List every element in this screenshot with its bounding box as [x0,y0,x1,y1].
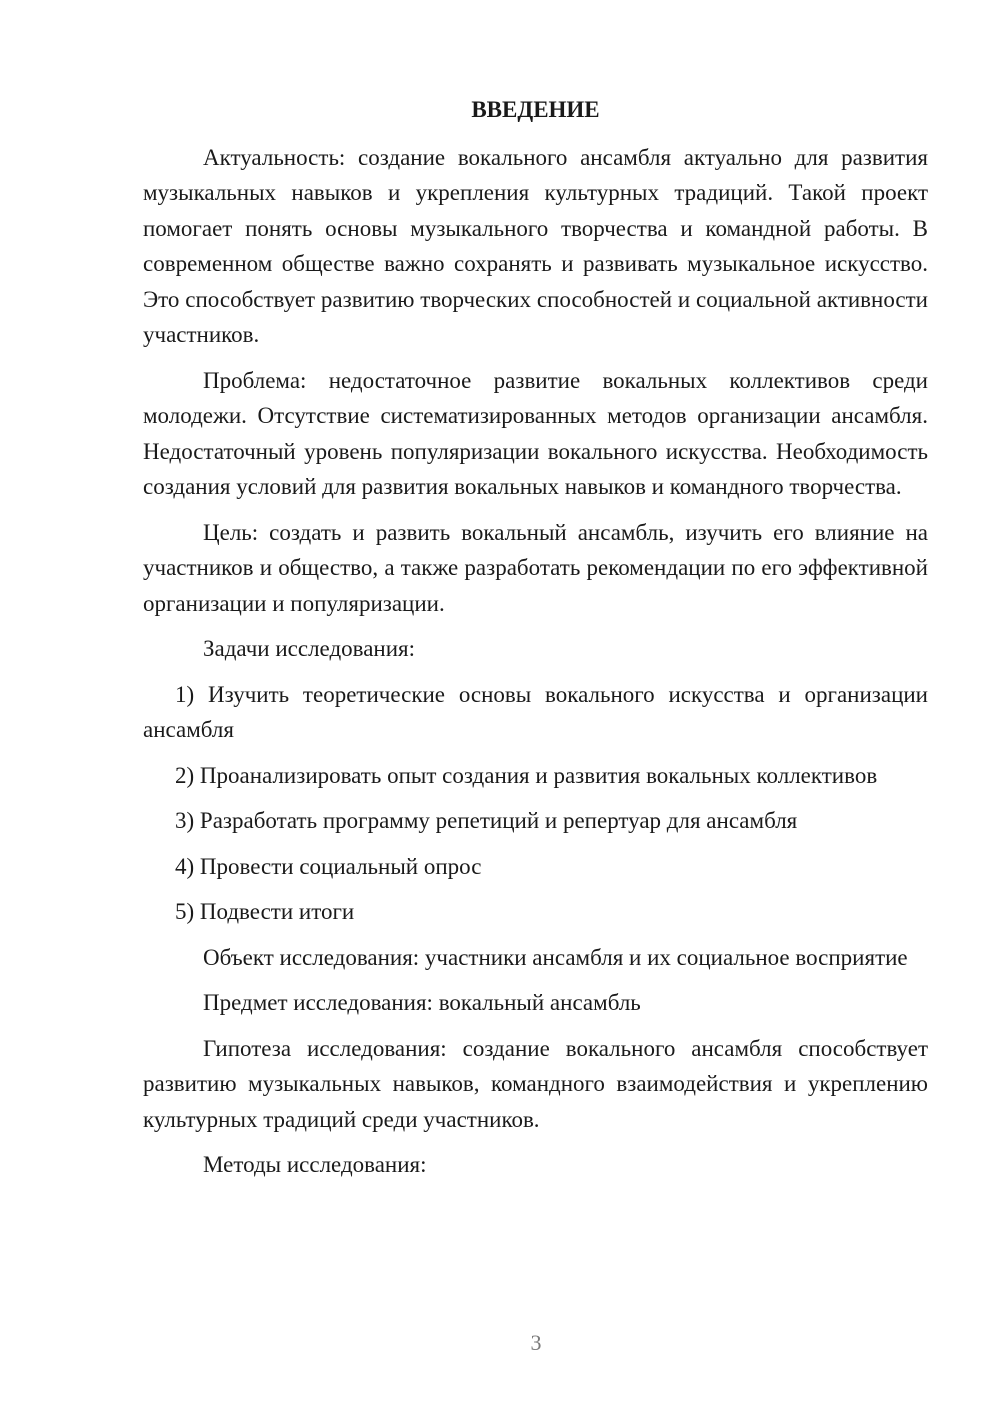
goal-paragraph: Цель: создать и развить вокальный ансамбль, изучить его влияние на участников и общество, а также разработать рекомендации по его эффективной организации и популяризации. [143,519,928,616]
page-title: ВВЕДЕНИЕ [471,97,600,122]
page-content [143,92,928,1193]
methods-heading: Методы исследования: [203,1152,427,1177]
task-item-2: 2) Проанализировать опыт создания и развития вокальных коллективов [175,762,878,788]
task-item-4: 4) Провести социальный опрос [175,853,482,879]
tasks-heading: Задачи исследования: [203,636,416,661]
subject-paragraph: Предмет исследования: вокальный ансамбль [203,990,641,1015]
object-paragraph: Объект исследования: участники ансамбля и их социальное восприятие [203,944,908,970]
page-number: 3 [530,1330,542,1355]
task-item-3: 3) Разработать программу репетиций и репертуар для ансамбля [175,808,798,833]
task-item-1: 1) Изучить теоретические основы вокального искусства и организации ансамбля [143,681,928,742]
relevance-paragraph: Актуальность: создание вокального ансамбля актуально для развития музыкальных навыков и укрепления культурных традиций. Такой проект помогает понять основы музыкального творчества и командной работы. В современном обществе важно сохранять и развивать музыкальное искусство. Это способствует развитию творческих способностей и социальной активности участников. [143,144,928,347]
task-item-5: 5) Подвести итоги [175,899,355,924]
problem-paragraph: Проблема: недостаточное развитие вокальных коллективов среди молодежи. Отсутствие систематизированных методов организации ансамбля. Недостаточный уровень популяризации вокального искусства. Необходимость создания условий для развития вокальных навыков и командного творчества. [143,367,928,499]
hypothesis-paragraph: Гипотеза исследования: создание вокального ансамбля способствует развитию музыкальных навыков, командного взаимодействия и укреплению культурных традиций среди участников. [143,1035,928,1132]
